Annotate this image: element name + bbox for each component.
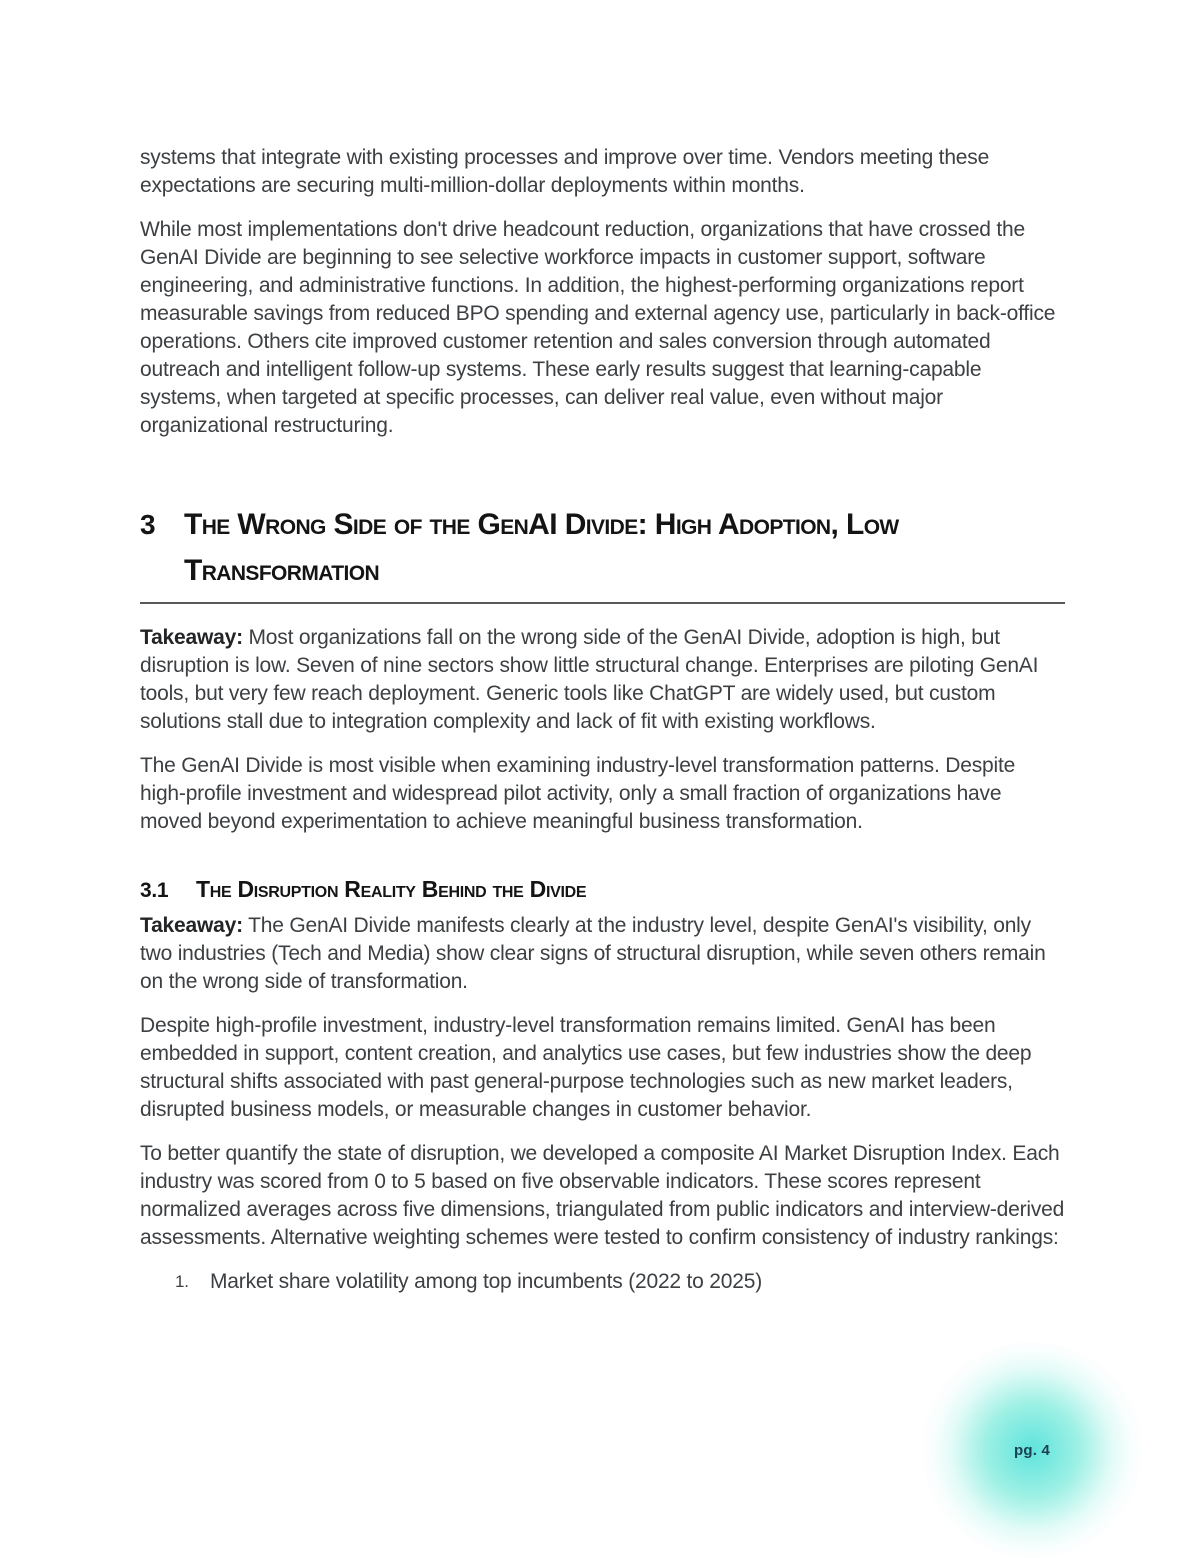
takeaway-text: Most organizations fall on the wrong side of the GenAI Divide, adoption is high, but disruption is low. Seven of nine sectors show little structural change. Enterprises are piloting GenAI tools, but very few reach deployment. Generic tools like ChatGPT are widely used, but custom solutions stall due to integration complexity and lack of fit with existing workflows. [140, 626, 1039, 733]
paragraph-continued: systems that integrate with existing processes and improve over time. Vendors meeting these expectations are securing multi-million-dollar deployments within months. [140, 146, 990, 197]
section-heading [140, 502, 1065, 594]
page-number-glow [922, 1342, 1142, 1558]
takeaway-label: Takeaway: [140, 626, 243, 649]
list-item-number: 1. [175, 1272, 189, 1291]
list-item [140, 1268, 1065, 1296]
document-page-content [140, 144, 1065, 1296]
paragraph-divide-visibility: The GenAI Divide is most visible when examining industry-level transformation patterns. Despite high-profile investment and widespread pilot activity, only a small fraction of organizations have moved beyond experimentation to achieve meaningful business transformation. [140, 754, 1016, 833]
paragraph-structural-shifts: Despite high-profile investment, industry-level transformation remains limited. GenAI has been embedded in support, content creation, and analytics use cases, but few industries show the deep structural shifts associated with past general-purpose technologies such as new market leaders, disrupted business models, or measurable changes in customer behavior. [140, 1014, 1032, 1121]
paragraph-disruption-index: To better quantify the state of disruption, we developed a composite AI Market Disruption Index. Each industry was scored from 0 to 5 based on five observable indicators. These scores represent normalized averages across five dimensions, triangulated from public indicators and interview-derived assessments. Alternative weighting schemes were tested to confirm consistency of industry rankings: [140, 1142, 1065, 1249]
subsection-heading [140, 874, 1065, 906]
paragraph-workforce-impacts: While most implementations don't drive headcount reduction, organizations that have crossed the GenAI Divide are beginning to see selective workforce impacts in customer support, software engineering, and administrative functions. In addition, the highest-performing organizations report measurable savings from reduced BPO spending and external agency use, particularly in back-office operations. Others cite improved customer retention and sales conversion through automated outreach and intelligent follow-up systems. These early results suggest that learning-capable systems, when targeted at specific processes, can deliver real value, even without major organizational restructuring. [140, 218, 1056, 437]
takeaway-paragraph-subsection [140, 912, 1065, 996]
section-number: 3 [140, 509, 155, 540]
subsection-number: 3.1 [140, 879, 169, 902]
disruption-indicator-list [140, 1268, 1065, 1296]
takeaway-paragraph-section [140, 624, 1065, 736]
section-title: The Wrong Side of the GenAI Divide: High Adoption, Low Transformation [184, 508, 899, 587]
heading-divider [140, 602, 1065, 604]
takeaway-label: Takeaway: [140, 914, 243, 937]
takeaway-text: The GenAI Divide manifests clearly at the industry level, despite GenAI's visibility, only two industries (Tech and Media) show clear signs of structural disruption, while seven others remain on the wrong side of transformation. [140, 914, 1046, 993]
subsection-title: The Disruption Reality Behind the Divide [196, 876, 587, 902]
page-number: pg. 4 [1013, 1441, 1050, 1459]
list-item-text: Market share volatility among top incumbents (2022 to 2025) [210, 1270, 763, 1293]
